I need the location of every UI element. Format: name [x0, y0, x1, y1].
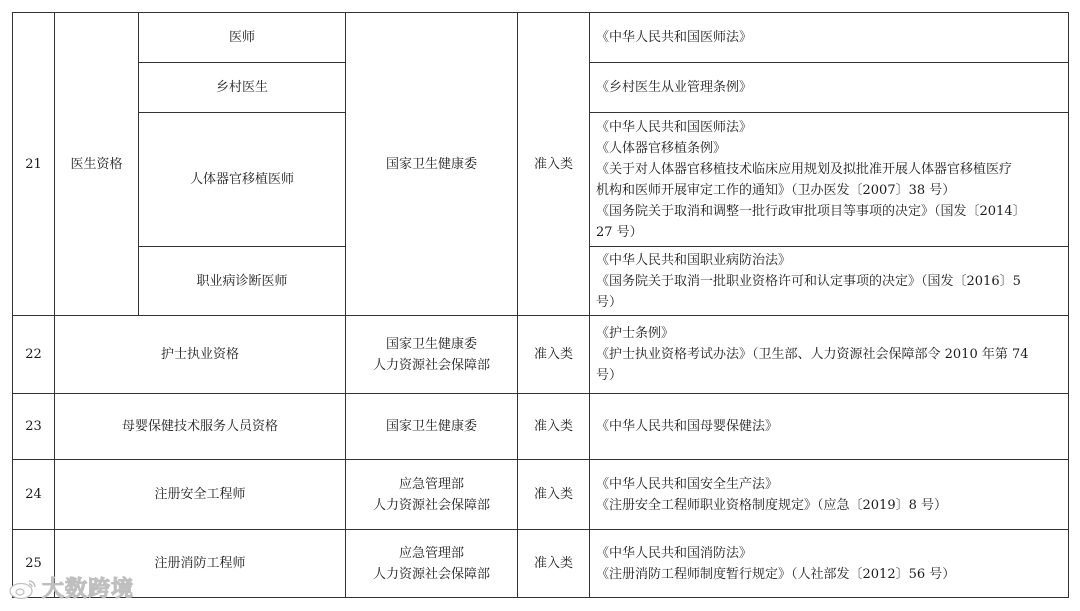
- table-row: [13, 460, 1069, 530]
- row-number: 21: [13, 13, 55, 316]
- subitem-name: 职业病诊断医师: [139, 247, 346, 316]
- reference-line: 机构和医师开展审定工作的通知》（卫办医发〔2007〕38 号）: [596, 182, 956, 198]
- reference-line: 《国务院关于取消一批职业资格许可和认定事项的决定》（国发〔2016〕5: [596, 273, 1021, 289]
- references-cell: [590, 316, 1069, 394]
- references-cell: [590, 530, 1069, 598]
- reference-line: 《中华人民共和国安全生产法》: [596, 476, 779, 492]
- reference-line: 《乡村医生从业管理条例》: [596, 80, 753, 95]
- reference-line: 《中华人民共和国母婴保健法》: [596, 419, 779, 434]
- authority-line: 人力资源社会保障部: [372, 566, 490, 582]
- reference-line: 《中华人民共和国消防法》: [596, 545, 753, 561]
- qualification-table: [12, 12, 1069, 598]
- qualification-name: 护士执业资格: [55, 316, 346, 394]
- authority-line: 人力资源社会保障部: [372, 497, 490, 513]
- authority-line: 国家卫生健康委: [385, 419, 477, 434]
- category-cell: 医生资格: [55, 13, 139, 316]
- row-number: 23: [13, 394, 55, 460]
- authority-cell: [346, 316, 518, 394]
- row-number: 22: [13, 316, 55, 394]
- authority-line: 人力资源社会保障部: [372, 357, 490, 373]
- table-row: [13, 530, 1069, 598]
- authority-cell: [346, 394, 518, 460]
- reference-line: 《注册消防工程师制度暂行规定》（人社部发〔2012〕56 号）: [596, 566, 956, 582]
- type-cell: 准入类: [518, 530, 590, 598]
- references-cell: [590, 460, 1069, 530]
- watermark: [8, 572, 134, 603]
- qualification-name: 注册安全工程师: [55, 460, 346, 530]
- watermark-text: 大数跨境: [42, 577, 135, 602]
- table-row: [13, 394, 1069, 460]
- authority-line: 应急管理部: [398, 545, 464, 561]
- reference-line: 号）: [596, 294, 623, 310]
- authority-line: 应急管理部: [398, 476, 464, 492]
- references-cell: [590, 13, 1069, 63]
- row-number: 25: [13, 530, 55, 598]
- references-cell: [590, 113, 1069, 247]
- reference-line: 《护士条例》: [596, 326, 675, 341]
- subitem-name: 医师: [139, 13, 346, 63]
- subitem-name: 乡村医生: [139, 63, 346, 113]
- row-number: 24: [13, 460, 55, 530]
- qualification-name: 母婴保健技术服务人员资格: [55, 394, 346, 460]
- reference-line: 《中华人民共和国职业病防治法》: [596, 252, 792, 268]
- references-cell: [590, 394, 1069, 460]
- authority-line: 国家卫生健康委: [385, 336, 477, 352]
- reference-line: 《中华人民共和国医师法》: [596, 30, 753, 45]
- type-cell: 准入类: [518, 316, 590, 394]
- reference-line: 《护士执业资格考试办法》（卫生部、人力资源社会保障部令 2010 年第 74: [596, 347, 1029, 362]
- authority-cell: [346, 13, 518, 316]
- type-cell: 准入类: [518, 460, 590, 530]
- references-cell: [590, 247, 1069, 316]
- authority-cell: [346, 530, 518, 598]
- reference-line: 《中华人民共和国医师法》: [596, 119, 753, 135]
- table-row: [13, 13, 1069, 63]
- reference-line: 27 号）: [596, 224, 643, 240]
- references-cell: [590, 63, 1069, 113]
- authority-cell: [346, 460, 518, 530]
- qualification-name: 注册消防工程师: [55, 530, 346, 598]
- reference-line: 《国务院关于取消和调整一批行政审批项目等事项的决定》（国发〔2014〕: [596, 203, 1026, 219]
- weibo-icon: [8, 578, 38, 600]
- reference-line: 《注册安全工程师职业资格制度规定》（应急〔2019〕8 号）: [596, 497, 947, 513]
- type-cell: 准入类: [518, 13, 590, 316]
- subitem-name: 人体器官移植医师: [139, 113, 346, 247]
- reference-line: 号）: [596, 368, 623, 383]
- reference-line: 《关于对人体器官移植技术临床应用规划及拟批准开展人体器官移植医疗: [596, 161, 1013, 177]
- reference-line: 《人体器官移植条例》: [596, 140, 727, 156]
- table-row: [13, 316, 1069, 394]
- type-cell: 准入类: [518, 394, 590, 460]
- authority-line: 国家卫生健康委: [385, 156, 477, 172]
